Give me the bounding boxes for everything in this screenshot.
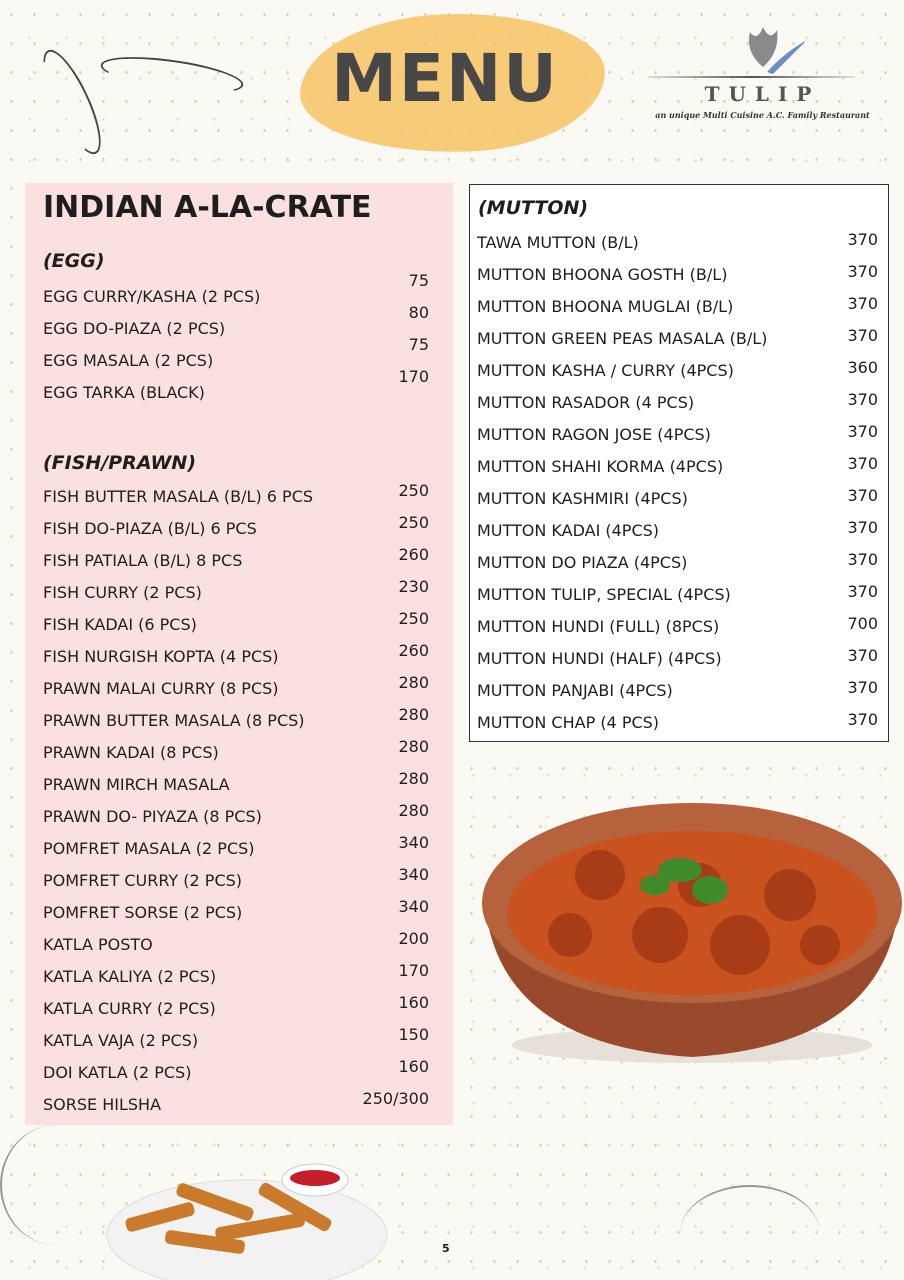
item-name: PRAWN MIRCH MASALA <box>43 775 230 794</box>
item-name: POMFRET CURRY (2 PCS) <box>43 871 243 890</box>
logo-tagline: an unique Multi Cuisine A.C. Family Restaurant <box>655 110 870 120</box>
item-price: 280 <box>398 801 429 820</box>
item-price: 370 <box>847 710 878 729</box>
item-name: EGG CURRY/KASHA (2 PCS) <box>43 287 261 306</box>
item-name: EGG DO-PIAZA (2 PCS) <box>43 319 226 338</box>
mutton-curry-bowl-image <box>480 795 904 1065</box>
tulip-flower-icon <box>725 22 805 77</box>
item-price: 250/300 <box>362 1089 429 1108</box>
item-name: KATLA CURRY (2 PCS) <box>43 999 216 1018</box>
logo-name: TULIP <box>704 82 821 106</box>
item-price: 75 <box>408 335 429 354</box>
item-name: MUTTON RASADOR (4 PCS) <box>477 393 695 412</box>
item-name: POMFRET MASALA (2 PCS) <box>43 839 255 858</box>
item-price: 370 <box>847 646 878 665</box>
item-price: 280 <box>398 705 429 724</box>
item-name: FISH DO-PIAZA (B/L) 6 PCS <box>43 519 257 538</box>
item-price: 370 <box>847 262 878 281</box>
item-price: 200 <box>398 929 429 948</box>
item-price: 370 <box>847 454 878 473</box>
fish-heading: (FISH/PRAWN) <box>43 452 197 474</box>
item-price: 170 <box>398 367 429 386</box>
item-price: 150 <box>398 1025 429 1044</box>
item-name: SORSE HILSHA <box>43 1095 162 1114</box>
item-name: PRAWN KADAI (8 PCS) <box>43 743 219 762</box>
item-name: PRAWN MALAI CURRY (8 PCS) <box>43 679 279 698</box>
item-price: 370 <box>847 294 878 313</box>
item-price: 370 <box>847 550 878 569</box>
item-price: 370 <box>847 582 878 601</box>
item-name: MUTTON KASHA / CURRY (4PCS) <box>477 361 734 380</box>
item-price: 340 <box>398 865 429 884</box>
item-price: 80 <box>408 303 429 322</box>
page-number: 5 <box>442 1242 450 1255</box>
item-name: KATLA VAJA (2 PCS) <box>43 1031 199 1050</box>
item-price: 160 <box>398 993 429 1012</box>
item-price: 230 <box>398 577 429 596</box>
logo-divider <box>648 76 855 78</box>
item-name: MUTTON TULIP, SPECIAL (4PCS) <box>477 585 731 604</box>
item-price: 260 <box>398 545 429 564</box>
item-name: KATLA POSTO <box>43 935 153 954</box>
item-name: MUTTON HUNDI (FULL) (8PCS) <box>477 617 720 636</box>
mutton-heading: (MUTTON) <box>478 197 589 219</box>
item-price: 360 <box>847 358 878 377</box>
item-price: 160 <box>398 1057 429 1076</box>
item-name: MUTTON GREEN PEAS MASALA (B/L) <box>477 329 768 348</box>
item-name: KATLA KALIYA (2 PCS) <box>43 967 217 986</box>
item-name: EGG MASALA (2 PCS) <box>43 351 214 370</box>
item-name: EGG TARKA (BLACK) <box>43 383 205 402</box>
fries-plate-image <box>105 1150 390 1280</box>
parsley-illustration-right <box>680 1185 820 1280</box>
item-name: MUTTON SHAHI KORMA (4PCS) <box>477 457 724 476</box>
item-price: 370 <box>847 230 878 249</box>
item-price: 75 <box>408 271 429 290</box>
item-price: 260 <box>398 641 429 660</box>
item-price: 250 <box>398 609 429 628</box>
item-price: 280 <box>398 673 429 692</box>
item-name: MUTTON RAGON JOSE (4PCS) <box>477 425 711 444</box>
item-name: POMFRET SORSE (2 PCS) <box>43 903 243 922</box>
item-name: FISH BUTTER MASALA (B/L) 6 PCS <box>43 487 314 506</box>
item-name: DOI KATLA (2 PCS) <box>43 1063 192 1082</box>
page-title: MENU <box>331 40 559 117</box>
item-name: MUTTON DO PIAZA (4PCS) <box>477 553 688 572</box>
item-name: MUTTON CHAP (4 PCS) <box>477 713 660 732</box>
item-price: 340 <box>398 833 429 852</box>
item-price: 280 <box>398 737 429 756</box>
item-name: PRAWN DO- PIYAZA (8 PCS) <box>43 807 262 826</box>
item-name: MUTTON BHOONA GOSTH (B/L) <box>477 265 728 284</box>
item-price: 170 <box>398 961 429 980</box>
item-price: 370 <box>847 678 878 697</box>
item-price: 250 <box>398 481 429 500</box>
item-price: 370 <box>847 390 878 409</box>
item-price: 250 <box>398 513 429 532</box>
item-name: MUTTON HUNDI (HALF) (4PCS) <box>477 649 722 668</box>
item-name: FISH CURRY (2 PCS) <box>43 583 202 602</box>
item-name: MUTTON KADAI (4PCS) <box>477 521 660 540</box>
item-price: 370 <box>847 326 878 345</box>
parsley-illustration-left <box>0 1125 112 1245</box>
item-name: TAWA MUTTON (B/L) <box>477 233 639 252</box>
item-price: 370 <box>847 422 878 441</box>
egg-heading: (EGG) <box>43 250 105 272</box>
item-name: MUTTON BHOONA MUGLAI (B/L) <box>477 297 734 316</box>
item-price: 700 <box>847 614 878 633</box>
item-name: FISH NURGISH KOPTA (4 PCS) <box>43 647 279 666</box>
item-price: 370 <box>847 518 878 537</box>
item-name: FISH PATIALA (B/L) 8 PCS <box>43 551 243 570</box>
item-price: 280 <box>398 769 429 788</box>
item-name: FISH KADAI (6 PCS) <box>43 615 197 634</box>
item-name: PRAWN BUTTER MASALA (8 PCS) <box>43 711 305 730</box>
item-price: 340 <box>398 897 429 916</box>
tulip-logo <box>640 22 885 127</box>
section-title: INDIAN A-LA-CRATE <box>43 190 372 225</box>
item-name: MUTTON PANJABI (4PCS) <box>477 681 673 700</box>
item-price: 370 <box>847 486 878 505</box>
item-name: MUTTON KASHMIRI (4PCS) <box>477 489 688 508</box>
